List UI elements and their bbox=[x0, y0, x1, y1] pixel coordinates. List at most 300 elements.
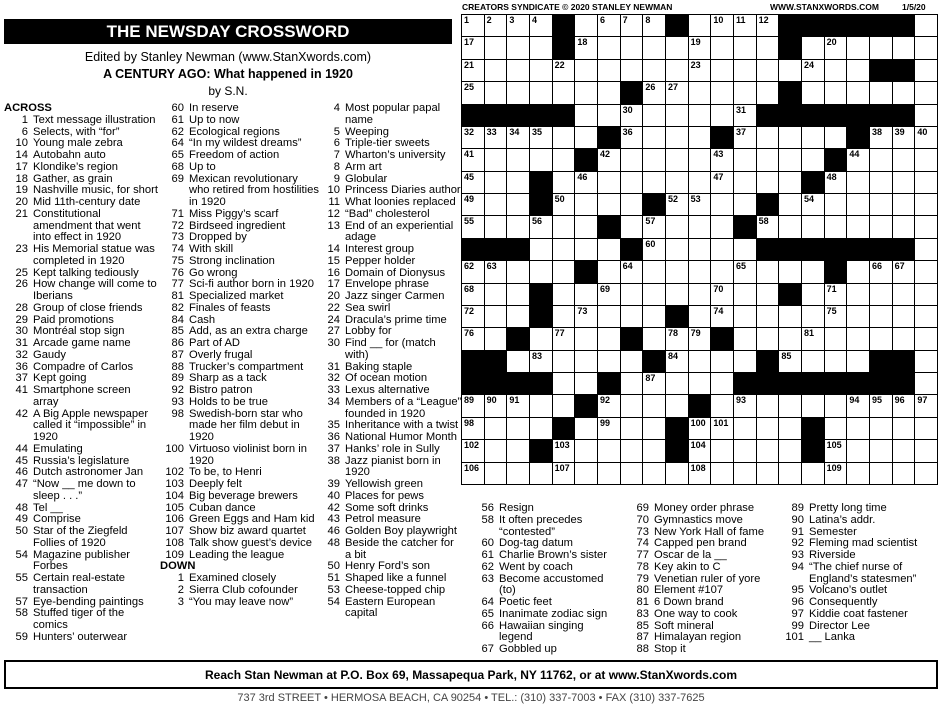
grid-cell[interactable] bbox=[598, 351, 621, 373]
grid-cell[interactable] bbox=[802, 82, 825, 104]
grid-cell[interactable] bbox=[485, 149, 508, 171]
grid-cell[interactable] bbox=[643, 373, 666, 395]
grid-cell[interactable] bbox=[621, 105, 644, 127]
grid-cell[interactable] bbox=[621, 261, 644, 283]
grid-cell[interactable] bbox=[825, 395, 848, 417]
grid-cell[interactable] bbox=[485, 395, 508, 417]
grid-cell[interactable] bbox=[915, 395, 938, 417]
grid-cell[interactable] bbox=[893, 418, 916, 440]
grid-cell[interactable] bbox=[915, 37, 938, 59]
grid-cell[interactable] bbox=[553, 284, 576, 306]
grid-cell[interactable] bbox=[779, 440, 802, 462]
grid-cell[interactable] bbox=[915, 328, 938, 350]
grid-cell[interactable] bbox=[575, 306, 598, 328]
grid-cell[interactable] bbox=[689, 60, 712, 82]
grid-cell[interactable] bbox=[621, 418, 644, 440]
grid-cell[interactable] bbox=[802, 261, 825, 283]
grid-cell[interactable] bbox=[689, 82, 712, 104]
grid-cell[interactable] bbox=[689, 284, 712, 306]
grid-cell[interactable] bbox=[485, 60, 508, 82]
grid-cell[interactable] bbox=[757, 15, 780, 37]
grid-cell[interactable] bbox=[779, 216, 802, 238]
grid-cell[interactable] bbox=[915, 463, 938, 485]
grid-cell[interactable] bbox=[643, 15, 666, 37]
grid-cell[interactable] bbox=[462, 149, 485, 171]
grid-cell[interactable] bbox=[485, 216, 508, 238]
grid-cell[interactable] bbox=[462, 261, 485, 283]
grid-cell[interactable] bbox=[666, 105, 689, 127]
grid-cell[interactable] bbox=[598, 194, 621, 216]
grid-cell[interactable] bbox=[847, 60, 870, 82]
grid-cell[interactable] bbox=[530, 82, 553, 104]
grid-cell[interactable] bbox=[621, 15, 644, 37]
grid-cell[interactable] bbox=[870, 395, 893, 417]
grid-cell[interactable] bbox=[575, 172, 598, 194]
grid-cell[interactable] bbox=[825, 440, 848, 462]
grid-cell[interactable] bbox=[598, 15, 621, 37]
grid-cell[interactable] bbox=[462, 284, 485, 306]
grid-cell[interactable] bbox=[915, 127, 938, 149]
grid-cell[interactable] bbox=[802, 284, 825, 306]
grid-cell[interactable] bbox=[485, 82, 508, 104]
grid-cell[interactable] bbox=[779, 149, 802, 171]
grid-cell[interactable] bbox=[575, 127, 598, 149]
grid-cell[interactable] bbox=[553, 463, 576, 485]
grid-cell[interactable] bbox=[666, 395, 689, 417]
grid-cell[interactable] bbox=[485, 284, 508, 306]
grid-cell[interactable] bbox=[870, 149, 893, 171]
grid-cell[interactable] bbox=[666, 172, 689, 194]
grid-cell[interactable] bbox=[711, 216, 734, 238]
grid-cell[interactable] bbox=[621, 216, 644, 238]
grid-cell[interactable] bbox=[689, 261, 712, 283]
grid-cell[interactable] bbox=[802, 306, 825, 328]
grid-cell[interactable] bbox=[507, 284, 530, 306]
grid-cell[interactable] bbox=[643, 463, 666, 485]
grid-cell[interactable] bbox=[825, 82, 848, 104]
grid-cell[interactable] bbox=[757, 172, 780, 194]
grid-cell[interactable] bbox=[530, 463, 553, 485]
grid-cell[interactable] bbox=[734, 149, 757, 171]
grid-cell[interactable] bbox=[915, 351, 938, 373]
grid-cell[interactable] bbox=[507, 15, 530, 37]
grid-cell[interactable] bbox=[847, 328, 870, 350]
grid-cell[interactable] bbox=[711, 172, 734, 194]
grid-cell[interactable] bbox=[757, 82, 780, 104]
grid-cell[interactable] bbox=[779, 351, 802, 373]
grid-cell[interactable] bbox=[553, 440, 576, 462]
grid-cell[interactable] bbox=[847, 284, 870, 306]
grid-cell[interactable] bbox=[575, 373, 598, 395]
grid-cell[interactable] bbox=[507, 37, 530, 59]
grid-cell[interactable] bbox=[870, 172, 893, 194]
grid-cell[interactable] bbox=[666, 37, 689, 59]
grid-cell[interactable] bbox=[530, 15, 553, 37]
grid-cell[interactable] bbox=[507, 261, 530, 283]
grid-cell[interactable] bbox=[485, 328, 508, 350]
grid-cell[interactable] bbox=[598, 105, 621, 127]
grid-cell[interactable] bbox=[734, 127, 757, 149]
grid-cell[interactable] bbox=[462, 194, 485, 216]
grid-cell[interactable] bbox=[734, 82, 757, 104]
grid-cell[interactable] bbox=[779, 172, 802, 194]
grid-cell[interactable] bbox=[507, 216, 530, 238]
grid-cell[interactable] bbox=[779, 194, 802, 216]
grid-cell[interactable] bbox=[825, 37, 848, 59]
grid-cell[interactable] bbox=[893, 37, 916, 59]
grid-cell[interactable] bbox=[643, 418, 666, 440]
grid-cell[interactable] bbox=[734, 284, 757, 306]
grid-cell[interactable] bbox=[711, 105, 734, 127]
grid-cell[interactable] bbox=[575, 37, 598, 59]
grid-cell[interactable] bbox=[757, 395, 780, 417]
grid-cell[interactable] bbox=[530, 261, 553, 283]
grid-cell[interactable] bbox=[643, 105, 666, 127]
grid-cell[interactable] bbox=[802, 463, 825, 485]
grid-cell[interactable] bbox=[666, 261, 689, 283]
grid-cell[interactable] bbox=[485, 172, 508, 194]
grid-cell[interactable] bbox=[575, 284, 598, 306]
grid-cell[interactable] bbox=[507, 82, 530, 104]
grid-cell[interactable] bbox=[734, 105, 757, 127]
grid-cell[interactable] bbox=[870, 216, 893, 238]
grid-cell[interactable] bbox=[462, 418, 485, 440]
grid-cell[interactable] bbox=[689, 105, 712, 127]
grid-cell[interactable] bbox=[825, 194, 848, 216]
grid-cell[interactable] bbox=[915, 440, 938, 462]
grid-cell[interactable] bbox=[666, 373, 689, 395]
grid-cell[interactable] bbox=[893, 463, 916, 485]
grid-cell[interactable] bbox=[507, 306, 530, 328]
grid-cell[interactable] bbox=[825, 463, 848, 485]
grid-cell[interactable] bbox=[847, 463, 870, 485]
grid-cell[interactable] bbox=[643, 306, 666, 328]
grid-cell[interactable] bbox=[575, 105, 598, 127]
grid-cell[interactable] bbox=[553, 239, 576, 261]
grid-cell[interactable] bbox=[689, 373, 712, 395]
grid-cell[interactable] bbox=[553, 373, 576, 395]
grid-cell[interactable] bbox=[485, 194, 508, 216]
grid-cell[interactable] bbox=[915, 149, 938, 171]
grid-cell[interactable] bbox=[621, 440, 644, 462]
grid-cell[interactable] bbox=[870, 82, 893, 104]
grid-cell[interactable] bbox=[757, 306, 780, 328]
grid-cell[interactable] bbox=[462, 127, 485, 149]
grid-cell[interactable] bbox=[575, 328, 598, 350]
grid-cell[interactable] bbox=[643, 328, 666, 350]
grid-cell[interactable] bbox=[870, 328, 893, 350]
grid-cell[interactable] bbox=[711, 284, 734, 306]
grid-cell[interactable] bbox=[666, 60, 689, 82]
grid-cell[interactable] bbox=[621, 172, 644, 194]
grid-cell[interactable] bbox=[462, 395, 485, 417]
grid-cell[interactable] bbox=[893, 284, 916, 306]
grid-cell[interactable] bbox=[711, 418, 734, 440]
grid-cell[interactable] bbox=[734, 440, 757, 462]
grid-cell[interactable] bbox=[802, 127, 825, 149]
grid-cell[interactable] bbox=[825, 216, 848, 238]
grid-cell[interactable] bbox=[553, 261, 576, 283]
grid-cell[interactable] bbox=[893, 172, 916, 194]
grid-cell[interactable] bbox=[734, 395, 757, 417]
grid-cell[interactable] bbox=[915, 239, 938, 261]
grid-cell[interactable] bbox=[666, 149, 689, 171]
grid-cell[interactable] bbox=[757, 284, 780, 306]
grid-cell[interactable] bbox=[507, 172, 530, 194]
grid-cell[interactable] bbox=[870, 418, 893, 440]
grid-cell[interactable] bbox=[734, 60, 757, 82]
grid-cell[interactable] bbox=[915, 60, 938, 82]
grid-cell[interactable] bbox=[485, 37, 508, 59]
grid-cell[interactable] bbox=[530, 328, 553, 350]
grid-cell[interactable] bbox=[643, 60, 666, 82]
grid-cell[interactable] bbox=[802, 328, 825, 350]
grid-cell[interactable] bbox=[530, 395, 553, 417]
grid-cell[interactable] bbox=[915, 15, 938, 37]
grid-cell[interactable] bbox=[530, 149, 553, 171]
grid-cell[interactable] bbox=[711, 194, 734, 216]
grid-cell[interactable] bbox=[598, 284, 621, 306]
grid-cell[interactable] bbox=[643, 172, 666, 194]
grid-cell[interactable] bbox=[643, 261, 666, 283]
grid-cell[interactable] bbox=[847, 440, 870, 462]
grid-cell[interactable] bbox=[621, 463, 644, 485]
grid-cell[interactable] bbox=[598, 149, 621, 171]
grid-cell[interactable] bbox=[666, 216, 689, 238]
grid-cell[interactable] bbox=[893, 216, 916, 238]
grid-cell[interactable] bbox=[485, 261, 508, 283]
grid-cell[interactable] bbox=[621, 194, 644, 216]
grid-cell[interactable] bbox=[734, 37, 757, 59]
grid-cell[interactable] bbox=[734, 418, 757, 440]
grid-cell[interactable] bbox=[507, 395, 530, 417]
grid-cell[interactable] bbox=[553, 395, 576, 417]
grid-cell[interactable] bbox=[507, 194, 530, 216]
grid-cell[interactable] bbox=[575, 440, 598, 462]
grid-cell[interactable] bbox=[779, 306, 802, 328]
grid-cell[interactable] bbox=[462, 172, 485, 194]
grid-cell[interactable] bbox=[666, 127, 689, 149]
grid-cell[interactable] bbox=[802, 351, 825, 373]
grid-cell[interactable] bbox=[915, 216, 938, 238]
grid-cell[interactable] bbox=[825, 127, 848, 149]
grid-cell[interactable] bbox=[915, 194, 938, 216]
grid-cell[interactable] bbox=[507, 60, 530, 82]
grid-cell[interactable] bbox=[847, 306, 870, 328]
grid-cell[interactable] bbox=[666, 284, 689, 306]
grid-cell[interactable] bbox=[711, 351, 734, 373]
grid-cell[interactable] bbox=[915, 261, 938, 283]
grid-cell[interactable] bbox=[507, 440, 530, 462]
grid-cell[interactable] bbox=[689, 37, 712, 59]
grid-cell[interactable] bbox=[847, 82, 870, 104]
grid-cell[interactable] bbox=[915, 105, 938, 127]
grid-cell[interactable] bbox=[711, 440, 734, 462]
grid-cell[interactable] bbox=[689, 194, 712, 216]
grid-cell[interactable] bbox=[779, 395, 802, 417]
grid-cell[interactable] bbox=[507, 418, 530, 440]
grid-cell[interactable] bbox=[711, 149, 734, 171]
grid-cell[interactable] bbox=[779, 328, 802, 350]
grid-cell[interactable] bbox=[643, 127, 666, 149]
grid-cell[interactable] bbox=[485, 418, 508, 440]
grid-cell[interactable] bbox=[893, 306, 916, 328]
grid-cell[interactable] bbox=[915, 82, 938, 104]
grid-cell[interactable] bbox=[575, 60, 598, 82]
grid-cell[interactable] bbox=[757, 463, 780, 485]
grid-cell[interactable] bbox=[847, 37, 870, 59]
grid-cell[interactable] bbox=[757, 149, 780, 171]
grid-cell[interactable] bbox=[462, 37, 485, 59]
grid-cell[interactable] bbox=[530, 37, 553, 59]
grid-cell[interactable] bbox=[530, 418, 553, 440]
grid-cell[interactable] bbox=[530, 351, 553, 373]
grid-cell[interactable] bbox=[870, 284, 893, 306]
grid-cell[interactable] bbox=[621, 306, 644, 328]
grid-cell[interactable] bbox=[893, 328, 916, 350]
grid-cell[interactable] bbox=[598, 37, 621, 59]
grid-cell[interactable] bbox=[553, 351, 576, 373]
grid-cell[interactable] bbox=[575, 82, 598, 104]
grid-cell[interactable] bbox=[462, 60, 485, 82]
grid-cell[interactable] bbox=[757, 418, 780, 440]
grid-cell[interactable] bbox=[575, 239, 598, 261]
grid-cell[interactable] bbox=[598, 306, 621, 328]
grid-cell[interactable] bbox=[598, 463, 621, 485]
grid-cell[interactable] bbox=[893, 194, 916, 216]
grid-cell[interactable] bbox=[802, 216, 825, 238]
grid-cell[interactable] bbox=[870, 463, 893, 485]
grid-cell[interactable] bbox=[553, 172, 576, 194]
grid-cell[interactable] bbox=[689, 15, 712, 37]
grid-cell[interactable] bbox=[530, 127, 553, 149]
grid-cell[interactable] bbox=[825, 172, 848, 194]
grid-cell[interactable] bbox=[825, 60, 848, 82]
grid-cell[interactable] bbox=[825, 418, 848, 440]
grid-cell[interactable] bbox=[485, 127, 508, 149]
grid-cell[interactable] bbox=[462, 306, 485, 328]
grid-cell[interactable] bbox=[802, 194, 825, 216]
grid-cell[interactable] bbox=[779, 60, 802, 82]
grid-cell[interactable] bbox=[689, 306, 712, 328]
grid-cell[interactable] bbox=[757, 440, 780, 462]
grid-cell[interactable] bbox=[598, 440, 621, 462]
grid-cell[interactable] bbox=[711, 239, 734, 261]
grid-cell[interactable] bbox=[893, 127, 916, 149]
grid-cell[interactable] bbox=[734, 351, 757, 373]
grid-cell[interactable] bbox=[893, 261, 916, 283]
grid-cell[interactable] bbox=[575, 418, 598, 440]
grid-cell[interactable] bbox=[621, 373, 644, 395]
grid-cell[interactable] bbox=[825, 284, 848, 306]
grid-cell[interactable] bbox=[711, 60, 734, 82]
grid-cell[interactable] bbox=[643, 82, 666, 104]
grid-cell[interactable] bbox=[598, 82, 621, 104]
grid-cell[interactable] bbox=[643, 284, 666, 306]
grid-cell[interactable] bbox=[575, 216, 598, 238]
grid-cell[interactable] bbox=[711, 373, 734, 395]
grid-cell[interactable] bbox=[553, 60, 576, 82]
grid-cell[interactable] bbox=[553, 194, 576, 216]
grid-cell[interactable] bbox=[643, 149, 666, 171]
grid-cell[interactable] bbox=[825, 306, 848, 328]
grid-cell[interactable] bbox=[847, 194, 870, 216]
grid-cell[interactable] bbox=[507, 463, 530, 485]
grid-cell[interactable] bbox=[711, 306, 734, 328]
grid-cell[interactable] bbox=[666, 194, 689, 216]
grid-cell[interactable] bbox=[598, 239, 621, 261]
grid-cell[interactable] bbox=[507, 351, 530, 373]
grid-cell[interactable] bbox=[757, 127, 780, 149]
grid-cell[interactable] bbox=[734, 239, 757, 261]
grid-cell[interactable] bbox=[643, 239, 666, 261]
grid-cell[interactable] bbox=[734, 306, 757, 328]
grid-cell[interactable] bbox=[643, 37, 666, 59]
grid-cell[interactable] bbox=[893, 440, 916, 462]
grid-cell[interactable] bbox=[825, 328, 848, 350]
grid-cell[interactable] bbox=[462, 216, 485, 238]
grid-cell[interactable] bbox=[893, 82, 916, 104]
grid-cell[interactable] bbox=[621, 149, 644, 171]
grid-cell[interactable] bbox=[847, 418, 870, 440]
grid-cell[interactable] bbox=[870, 306, 893, 328]
grid-cell[interactable] bbox=[553, 127, 576, 149]
grid-cell[interactable] bbox=[802, 60, 825, 82]
grid-cell[interactable] bbox=[553, 328, 576, 350]
grid-cell[interactable] bbox=[689, 172, 712, 194]
grid-cell[interactable] bbox=[893, 395, 916, 417]
grid-cell[interactable] bbox=[598, 172, 621, 194]
grid-cell[interactable] bbox=[915, 418, 938, 440]
grid-cell[interactable] bbox=[689, 351, 712, 373]
grid-cell[interactable] bbox=[507, 127, 530, 149]
grid-cell[interactable] bbox=[847, 395, 870, 417]
grid-cell[interactable] bbox=[553, 82, 576, 104]
grid-cell[interactable] bbox=[847, 172, 870, 194]
grid-cell[interactable] bbox=[485, 306, 508, 328]
grid-cell[interactable] bbox=[734, 194, 757, 216]
grid-cell[interactable] bbox=[689, 149, 712, 171]
grid-cell[interactable] bbox=[462, 463, 485, 485]
grid-cell[interactable] bbox=[553, 149, 576, 171]
grid-cell[interactable] bbox=[847, 149, 870, 171]
grid-cell[interactable] bbox=[893, 149, 916, 171]
grid-cell[interactable] bbox=[621, 351, 644, 373]
grid-cell[interactable] bbox=[757, 60, 780, 82]
grid-cell[interactable] bbox=[462, 440, 485, 462]
grid-cell[interactable] bbox=[847, 216, 870, 238]
grid-cell[interactable] bbox=[666, 82, 689, 104]
grid-cell[interactable] bbox=[530, 216, 553, 238]
grid-cell[interactable] bbox=[598, 395, 621, 417]
grid-cell[interactable] bbox=[575, 15, 598, 37]
grid-cell[interactable] bbox=[598, 261, 621, 283]
grid-cell[interactable] bbox=[711, 463, 734, 485]
grid-cell[interactable] bbox=[711, 15, 734, 37]
grid-cell[interactable] bbox=[621, 37, 644, 59]
grid-cell[interactable] bbox=[575, 351, 598, 373]
grid-cell[interactable] bbox=[621, 60, 644, 82]
grid-cell[interactable] bbox=[711, 82, 734, 104]
grid-cell[interactable] bbox=[779, 127, 802, 149]
grid-cell[interactable] bbox=[621, 395, 644, 417]
grid-cell[interactable] bbox=[802, 37, 825, 59]
grid-cell[interactable] bbox=[779, 418, 802, 440]
grid-cell[interactable] bbox=[666, 463, 689, 485]
grid-cell[interactable] bbox=[485, 440, 508, 462]
grid-cell[interactable] bbox=[870, 261, 893, 283]
grid-cell[interactable] bbox=[757, 37, 780, 59]
